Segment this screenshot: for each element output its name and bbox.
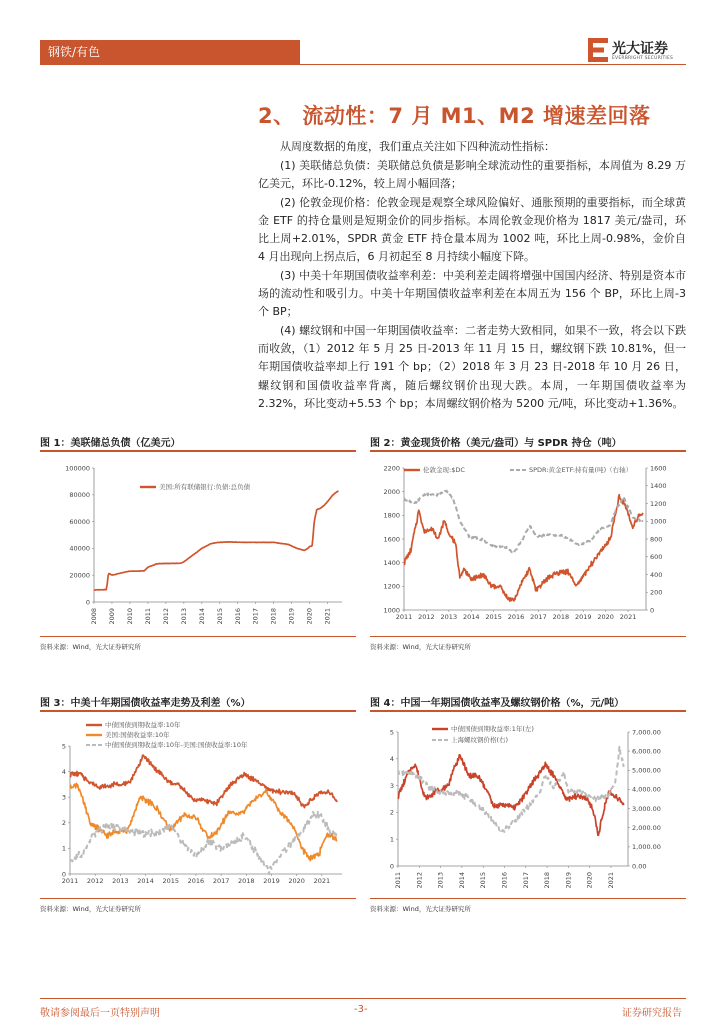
fig3-title: 图 3：中美十年期国债收益率走势及利差（%） — [40, 698, 251, 709]
fig4-y2tick-label: 1,000.00 — [632, 843, 661, 852]
fig3-ytick-label: 4 — [61, 767, 66, 776]
fig3-rule — [40, 710, 356, 712]
fig4-xtick-label: 2014 — [457, 872, 466, 889]
fig2-xtick-label: 2013 — [440, 613, 458, 621]
fig1-ytick-label: 100000 — [65, 464, 90, 473]
fig4-legend-label-1: 上海螺纹钢价格(右) — [451, 736, 509, 744]
fig2-y2tick-label: 400 — [650, 570, 663, 579]
fig4-xtick-label: 2021 — [606, 872, 615, 889]
fig1-ytick-label: 60000 — [69, 517, 90, 526]
header-sector-tag: 钢铁/有色 — [40, 40, 300, 64]
fig2-legend-label-1: SPDR:黄金ETF:持有量(吨)（右轴） — [529, 466, 633, 474]
fig4-source: 资料来源：Wind，光大证券研究所 — [370, 905, 471, 913]
fig4-svg — [370, 716, 686, 894]
fig1-svg — [40, 458, 356, 630]
fig3-chart — [40, 716, 356, 894]
fig3-xtick-label: 2016 — [187, 877, 205, 885]
fig4-xtick-label: 2012 — [415, 872, 424, 889]
fig4-source-rule — [370, 898, 686, 899]
fig1-xtick-label: 2016 — [233, 608, 242, 625]
fig4-xtick-label: 2017 — [521, 872, 530, 889]
fig2-legend-label-0: 伦敦金现:$DC — [423, 466, 465, 474]
fig3-source-rule — [40, 898, 356, 899]
fig4-y2tick-label: 7,000.00 — [632, 728, 661, 737]
fig2-y2tick-label: 800 — [650, 535, 663, 544]
fig2-chart — [370, 458, 686, 630]
fig3-series-line-2 — [70, 812, 337, 874]
fig4-rule — [370, 710, 686, 712]
fig1-xtick-label: 2014 — [197, 608, 206, 625]
fig4-title: 图 4：中国一年期国债收益率及螺纹钢价格（%，元/吨） — [370, 698, 625, 709]
fig4-xtick-label: 2015 — [479, 872, 488, 889]
fig2-y2tick-label: 0 — [650, 606, 655, 615]
footer-report-type: 证券研究报告 — [622, 1008, 682, 1019]
fig4-xtick-label: 2019 — [564, 872, 573, 889]
fig2-source-rule — [370, 636, 686, 637]
fig1-xtick-label: 2019 — [287, 608, 296, 625]
paragraph-fed-balance: (1) 美联储总负债：美联储总负债是影响全球流动性的重要指标，本周值为 8.29 万亿美元，环比-0.12%，较上周小幅回落； — [258, 158, 686, 190]
fig4-xtick-label: 2011 — [394, 872, 402, 889]
fig3-xtick-label: 2011 — [61, 877, 79, 885]
fig3-xtick-label: 2019 — [263, 877, 280, 885]
fig4-chart — [370, 716, 686, 894]
fig1-ytick-label: 80000 — [69, 491, 90, 500]
fig3-xtick-label: 2017 — [212, 877, 230, 885]
fig3-xtick-label: 2021 — [313, 877, 331, 885]
fig2-xtick-label: 2018 — [552, 613, 570, 621]
fig2-ytick-label: 2000 — [383, 487, 400, 496]
fig2-xtick-label: 2021 — [619, 613, 637, 621]
fig1-legend-label-0: 美国:所有联储银行:负债:总负债 — [159, 483, 251, 491]
fig2-xtick-label: 2011 — [395, 613, 413, 621]
fig1-xtick-label: 2012 — [161, 608, 170, 625]
fig1-xtick-label: 2011 — [143, 608, 152, 625]
fig2-xtick-label: 2015 — [485, 613, 502, 621]
everbright-logo — [588, 36, 698, 66]
fig1-xtick-label: 2013 — [179, 608, 188, 625]
logo-text-en: EVERBRIGHT SECURITIES — [612, 56, 674, 61]
fig1-chart — [40, 458, 356, 630]
fig1-xtick-label: 2017 — [251, 608, 260, 625]
fig2-xtick-label: 2014 — [462, 613, 480, 621]
fig2-xtick-label: 2016 — [507, 613, 525, 621]
logo-text-cn: 光大证券 — [612, 41, 668, 57]
fig4-xtick-label: 2013 — [436, 872, 445, 889]
section-title: 2、 流动性：7 月 M1、M2 增速差回落 — [258, 104, 651, 128]
fig4-ytick-label: 3 — [389, 781, 394, 790]
fig3-series-line-0 — [70, 755, 337, 808]
fig1-xtick-label: 2009 — [107, 608, 116, 625]
fig3-xtick-label: 2018 — [238, 877, 255, 885]
fig2-xtick-label: 2012 — [418, 613, 435, 621]
fig2-y2tick-label: 1400 — [650, 482, 667, 491]
fig1-ytick-label: 20000 — [69, 571, 90, 580]
fig3-legend-label-1: 美国:国债收益率:10年 — [105, 731, 170, 739]
fig3-ytick-label: 0 — [61, 870, 66, 879]
fig1-series-line-0 — [94, 491, 338, 590]
fig4-ytick-label: 1 — [389, 835, 394, 844]
fig4-y2tick-label: 2,000.00 — [632, 824, 661, 833]
fig1-xtick-label: 2015 — [215, 608, 224, 625]
paragraph-intro: 从周度数据的角度，我们重点关注如下四种流动性指标： — [280, 140, 555, 153]
fig2-ytick-label: 2200 — [383, 464, 400, 473]
fig1-title: 图 1：美联储总负债（亿美元） — [40, 438, 181, 449]
fig3-xtick-label: 2015 — [162, 877, 180, 885]
footer-rule — [40, 998, 686, 999]
fig1-rule — [40, 450, 356, 452]
fig4-y2tick-label: 0.00 — [632, 862, 647, 871]
fig2-title: 图 2：黄金现货价格（美元/盎司）与 SPDR 持仓（吨） — [370, 438, 622, 449]
fig1-ytick-label: 40000 — [69, 544, 90, 553]
fig2-xtick-label: 2019 — [574, 613, 592, 621]
fig4-y2tick-label: 3,000.00 — [632, 804, 661, 813]
fig1-ytick-label: 0 — [85, 598, 90, 607]
fig3-xtick-label: 2012 — [86, 877, 104, 885]
fig2-xtick-label: 2020 — [597, 613, 614, 621]
fig2-ytick-label: 1400 — [383, 558, 400, 567]
fig4-y2tick-label: 5,000.00 — [632, 766, 661, 775]
fig2-rule — [370, 450, 686, 452]
fig3-ytick-label: 1 — [61, 844, 66, 853]
paragraph-yield-spread: (3) 中美十年期国债收益率利差：中美利差走阔将增强中国国内经济、特别是资本市场的流动性和吸引力。中美十年期国债收益率利差在本周五为 156 个 BP，环比上周-3 个 BP； — [258, 268, 686, 319]
fig4-xtick-label: 2020 — [585, 872, 594, 889]
fig1-xtick-label: 2008 — [90, 608, 98, 625]
fig3-ytick-label: 2 — [61, 819, 66, 828]
fig4-y2tick-label: 6,000.00 — [632, 747, 661, 756]
fig3-source: 资料来源：Wind，光大证券研究所 — [40, 905, 141, 913]
footer-disclaimer: 敬请参阅最后一页特别声明 — [40, 1008, 160, 1019]
fig2-y2tick-label: 1200 — [650, 499, 667, 508]
fig2-ytick-label: 1600 — [383, 535, 400, 544]
fig1-xtick-label: 2021 — [323, 608, 332, 625]
fig1-xtick-label: 2020 — [305, 608, 314, 625]
fig2-y2tick-label: 1600 — [650, 464, 667, 473]
fig4-legend-label-0: 中债国债到期收益率:1年(左) — [451, 725, 534, 733]
fig2-source: 资料来源：Wind，光大证券研究所 — [370, 643, 471, 651]
paragraph-gold: (2) 伦敦金现价格：伦敦金现是观察全球风险偏好、通胀预期的重要指标，而全球黄金 ETF 的持仓量则是短期金价的同步指标。本周伦敦金现价格为 1817 美元/盎司，环比上周+2.01%，SPDR 黄金 ETF 持仓量本周为 1002 吨，环比上周-0.98%，金价自 4 月出现向上拐点后，6 月初起至 8 月持续小幅度下降。 — [258, 195, 686, 264]
fig4-ytick-label: 5 — [389, 728, 394, 737]
fig3-xtick-label: 2013 — [112, 877, 129, 885]
page-number: -3- — [354, 1004, 368, 1015]
fig2-xtick-label: 2017 — [530, 613, 547, 621]
section-body — [258, 138, 686, 414]
fig4-xtick-label: 2018 — [543, 872, 552, 889]
fig2-svg — [370, 458, 686, 630]
fig1-xtick-label: 2018 — [269, 608, 278, 625]
fig3-xtick-label: 2014 — [137, 877, 154, 885]
fig2-y2tick-label: 200 — [650, 588, 663, 597]
fig4-ytick-label: 2 — [389, 808, 394, 817]
fig1-xtick-label: 2010 — [125, 608, 134, 625]
fig3-ytick-label: 3 — [61, 793, 66, 802]
fig4-xtick-label: 2016 — [500, 872, 509, 889]
fig3-legend-label-2: 中债国债到期收益率:10年-美国:国债收益率:10年 — [105, 741, 248, 749]
fig4-ytick-label: 4 — [389, 755, 394, 764]
fig2-ytick-label: 1000 — [383, 606, 400, 615]
paragraph-rebar: (4) 螺纹钢和中国一年期国债收益率：二者走势大致相同，如果不一致，将会以下跌而收敛，（1）2012 年 5 月 25 日-2013 年 11 月 15 日，螺纹钢下跌 10.81%，但一年期国债收益率却上行 191 个 bp；（2）2018 年 3 月 23 日-2018 年 10 月 26 日，螺纹钢和国债收益率背离，随后螺纹钢价出现大跌。本周，一年期国债收益率为 2.32%，环比变动+5.53 个 bp；本周螺纹钢价格为 5200 元/吨，环比变动+1.36%。 — [258, 324, 686, 410]
fig2-ytick-label: 1800 — [383, 511, 400, 520]
fig3-xtick-label: 2020 — [288, 877, 305, 885]
fig4-y2tick-label: 4,000.00 — [632, 785, 661, 794]
logo-mark-icon — [588, 38, 608, 62]
fig1-source-rule — [40, 636, 356, 637]
fig3-svg — [40, 716, 356, 894]
fig1-source: 资料来源：Wind，光大证券研究所 — [40, 643, 141, 651]
fig2-ytick-label: 1200 — [383, 582, 400, 591]
fig3-ytick-label: 5 — [61, 742, 66, 751]
fig2-y2tick-label: 1000 — [650, 517, 667, 526]
fig2-y2tick-label: 600 — [650, 553, 663, 562]
fig2-series-line-0 — [404, 495, 643, 601]
fig4-ytick-label: 0 — [389, 862, 394, 871]
fig3-legend-label-0: 中债国债到期收益率:10年 — [105, 721, 181, 729]
fig4-series-line-1 — [398, 747, 624, 833]
